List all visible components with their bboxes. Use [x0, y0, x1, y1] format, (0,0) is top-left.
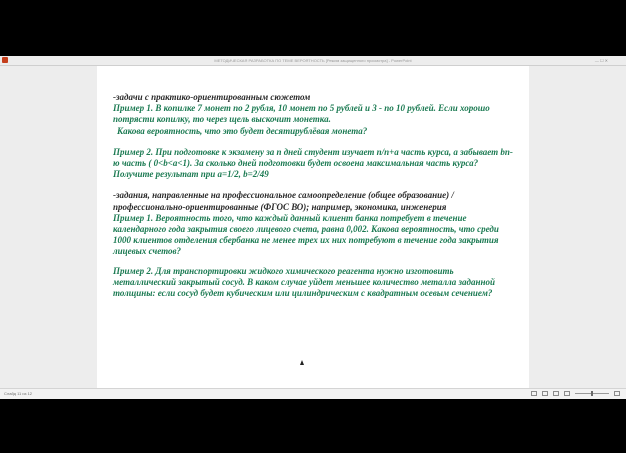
zoom-slider[interactable] [575, 393, 609, 394]
slideshow-icon[interactable] [564, 391, 570, 396]
slide-canvas [97, 66, 529, 388]
slide-content [113, 92, 513, 299]
slide-stage [0, 66, 626, 388]
mouse-pointer-icon [300, 360, 304, 365]
section-heading-professional: -задания, направленные на профессиональное самоопределение (общее образование) / профессионально-ориентированные (ФГОС ВО); например, экономика, инженерия [113, 190, 454, 212]
example-1-question: Какова вероятность, что это будет десятирублёвая монета? [117, 125, 368, 136]
example-2-vessel: Пример 2. Для транспортировки жидкого химического реагента нужно изготовить металлический закрытый сосуд. В каком случае уйдет меньшее количество металла заданной толщины: если сосуд будет кубическим или цилиндрическим с квадратным осевым сечением? [113, 265, 495, 299]
view-controls [531, 391, 620, 396]
window-title: МЕТОДИЧЕСКАЯ РАЗРАБОТКА ПО ТЕМЕ ВЕРОЯТНОСТЬ [Режим защищенного просмотра] - PowerPoint [214, 58, 412, 63]
reading-view-icon[interactable] [553, 391, 559, 396]
example-2-exam: Пример 2. При подготовке к экзамену за n дней студент изучает n/n+a часть курса, а забывает bn-ю часть ( 0<b<a<1). За сколько дней подготовки будет освоена максимальная часть курса? Получите результат при a=1/2, b=2/49 [113, 146, 513, 180]
example-1-coins: Пример 1. В копилке 7 монет по 2 рубля, 10 монет по 5 рублей и 3 - по 10 рублей. Если хорошо потрясти копилку, то через щель выскочит монетка. [113, 103, 490, 125]
section-heading-practical: -задачи с практико-ориентированным сюжетом [113, 92, 311, 102]
window-controls[interactable]: — ☐ ✕ [594, 58, 608, 63]
slide-counter: Слайд 11 из 12 [4, 391, 33, 396]
window-title-bar [0, 56, 626, 66]
zoom-slider-thumb[interactable] [591, 391, 593, 396]
example-1-bank: Пример 1. Вероятность того, что каждый данный клиент банка потребует в течение календарного года закрытия своего лицевого счета, равна 0,002. Какова вероятность, что среди 1000 клиентов отделения сбербанка не менее трех их них потребуют в течение года закрытия лицевых счетов? [113, 212, 499, 257]
slide-sorter-icon[interactable] [542, 391, 548, 396]
normal-view-icon[interactable] [531, 391, 537, 396]
fit-to-window-icon[interactable] [614, 391, 620, 396]
status-bar [0, 388, 626, 399]
